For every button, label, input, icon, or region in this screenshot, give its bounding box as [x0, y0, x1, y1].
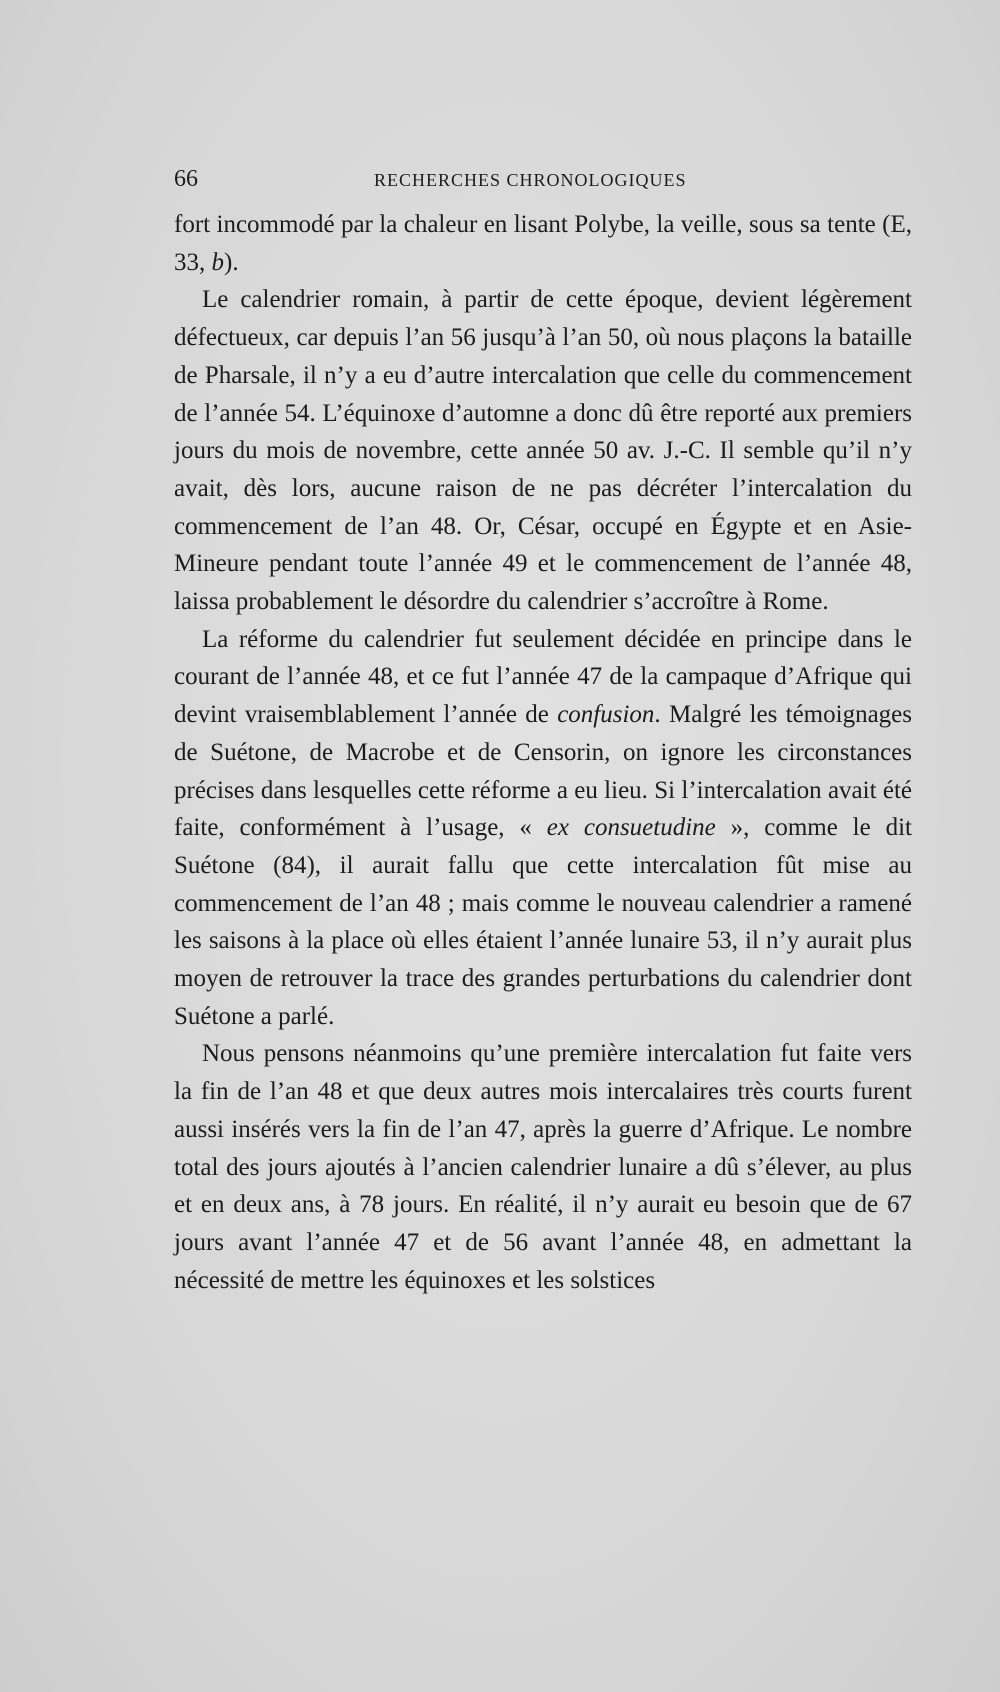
text-run: », comme le dit Suétone (84), il aurait fallu que cette intercalation fût mise au commencement de l’an 48 ; mais comme le nouveau calendrier a ramené les saisons à la place où elles étaient l’année lunaire 53, il n’y aurait plus moyen de retrouver la trace des grandes perturbations du calendrier dont Suétone a parlé. — [174, 814, 912, 1030]
running-title: RECHERCHES CHRONOLOGIQUES — [374, 170, 687, 190]
text-run: . Malgré les témoignages de Suétone, de Macrobe et de Censorin, on ignore les circonstances précises dans lesquelles cette réforme a eu lieu. Si l’intercalation avait été faite, conformément à l’usage, « — [174, 701, 912, 842]
text-run: La réforme du calendrier fut seulement décidée en principe dans le courant de l’année 48, et ce fut l’année 47 de la campaque d’Afrique qui devint vraisemblablement l’année de — [174, 625, 912, 729]
italic-text: ex consuetudine — [546, 814, 716, 842]
paragraph-intercalation: Nous pensons néanmoins qu’une première intercalation fut faite vers la fin de l’an 48 et que deux autres mois intercalaires très courts furent aussi insérés vers la fin de l’an 47, après la guerre d’Afrique. Le nombre total des jours ajoutés à l’ancien calendrier lunaire a dû s’élever, au plus et en deux ans, à 78 jours. En réalité, il n’y aurait eu besoin que de 67 jours avant l’année 47 et de 56 avant l’année 48, en admettant la nécessité de mettre les équinoxes et les solstices — [174, 1040, 912, 1294]
italic-text: confusion — [557, 701, 655, 729]
text-run: ). — [224, 248, 239, 276]
body-text — [174, 206, 912, 1299]
italic-text: b — [211, 248, 224, 276]
page-header — [174, 166, 918, 200]
paragraph-calendar-defect: Le calendrier romain, à partir de cette époque, devient légèrement défectueux, car depuis l’an 56 jusqu’à l’an 50, où nous plaçons la bataille de Pharsale, il n’y a eu d’autre intercalation que celle du commencement de l’année 54. L’équinoxe d’automne a donc dû être reporté aux premiers jours du mois de novembre, cette année 50 av. J.-C. Il semble qu’il n’y avait, dès lors, aucune raison de ne pas décréter l’intercalation du commencement de l’an 48. Or, César, occupé en Égypte et en Asie-Mineure pendant toute l’année 49 et le commencement de l’année 48, laissa probablement le désordre du calendrier s’accroître à Rome. — [174, 286, 912, 616]
page-number: 66 — [174, 166, 198, 192]
text-run: fort incommodé par la chaleur en lisant Polybe, la veille, sous sa tente (E, 33, — [174, 211, 912, 276]
paragraph-calendar-reform — [174, 621, 912, 1036]
paragraph-continuation — [174, 206, 912, 281]
